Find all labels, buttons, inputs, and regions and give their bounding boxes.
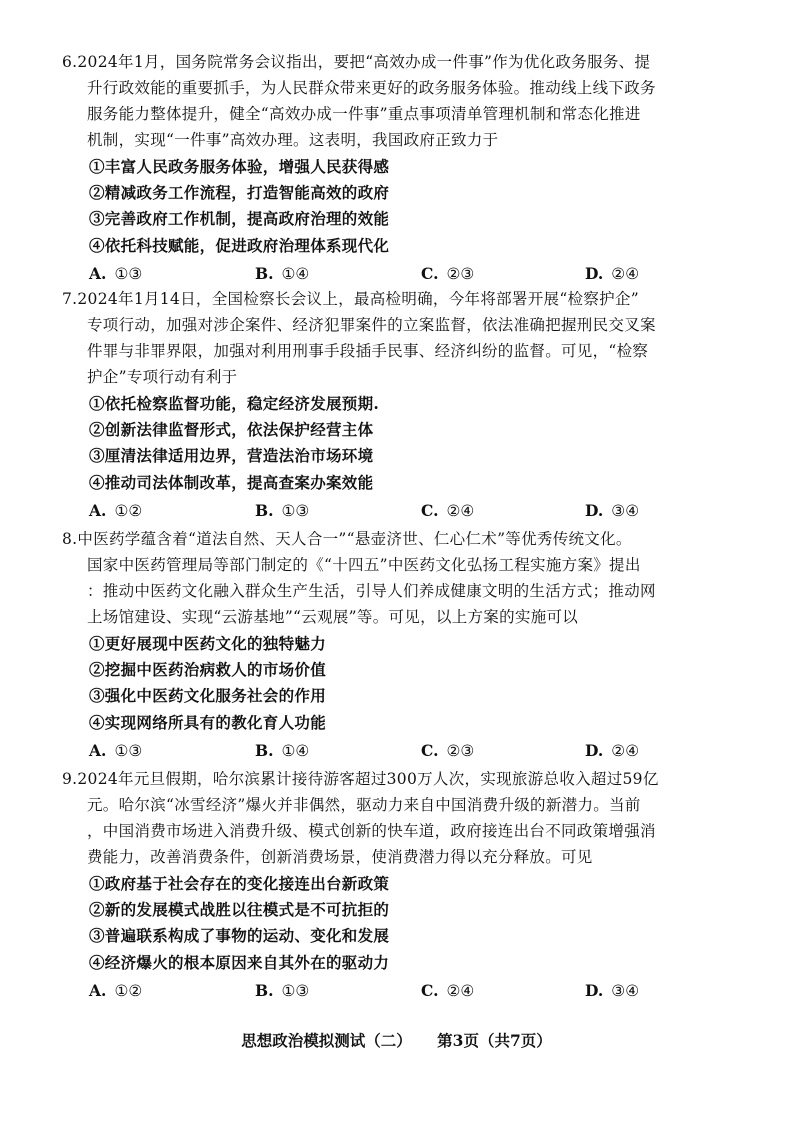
option-b[interactable]: B. ①③ [255, 501, 310, 520]
option-c[interactable]: C. ②③ [421, 264, 475, 283]
question-stem-line: 服务能力整体提升，健全“高效办成一件事”重点事项清单管理机制和常态化推进 [87, 105, 641, 123]
statement-4: ④依托科技赋能，促进政府治理体系现代化 [89, 236, 390, 255]
answer-options [89, 501, 749, 521]
answer-options [89, 981, 749, 1001]
page-footer [0, 1031, 793, 1051]
option-b[interactable]: B. ①③ [255, 981, 310, 1000]
option-b[interactable]: B. ①④ [255, 741, 310, 760]
question-stem-line: 费能力，改善消费条件，创新消费场景，使消费潜力得以充分释放。可见 [87, 848, 593, 866]
option-d[interactable]: D. ②④ [585, 264, 640, 283]
option-a[interactable]: A. ①③ [89, 741, 143, 760]
question-stem-line: 专项行动，加强对涉企案件、经济犯罪案件的立案监督，依法准确把握刑民交叉案 [87, 316, 656, 334]
statement-3: ③完善政府工作机制，提高政府治理的效能 [89, 209, 390, 228]
option-d[interactable]: D. ③④ [585, 501, 640, 520]
question-stem-line: 6.2024年1月，国务院常务会议指出，要把“高效办成一件事”作为优化政务服务、提 [62, 53, 651, 71]
page-number: 第3页（共7页） [437, 1031, 552, 1050]
question-stem-line: 元。哈尔滨“冰雪经济”爆火并非偶然，驱动力来自中国消费升级的新潜力。当前 [87, 796, 641, 814]
option-a[interactable]: A. ①② [89, 981, 143, 1000]
option-d[interactable]: D. ②④ [585, 741, 640, 760]
question-stem-line: 上场馆建设、实现“云游基地”“云观展”等。可见，以上方案的实施可以 [87, 608, 579, 626]
exam-title: 思想政治模拟测试（二） [241, 1031, 412, 1050]
question-stem-line: 8.中医药学蕴含着“道法自然、天人合一”“悬壶济世、仁心仁术”等优秀传统文化。 [62, 530, 632, 548]
answer-options [89, 741, 749, 761]
statement-1: ①依托检察监督功能，稳定经济发展预期. [89, 394, 380, 413]
question-stem-line: 7.2024年1月14日，全国检察长会议上，最高检明确，今年将部署开展“检察护企” [62, 290, 639, 308]
option-c[interactable]: C. ②③ [421, 741, 475, 760]
option-a[interactable]: A. ①③ [89, 264, 143, 283]
statement-1: ①政府基于社会存在的变化接连出台新政策 [89, 874, 390, 893]
question-stem-line: 护企”专项行动有利于 [87, 368, 238, 386]
option-a[interactable]: A. ①② [89, 501, 143, 520]
question-stem-line: ：推动中医药文化融入群众生产生活，引导人们养成健康文明的生活方式；推动网 [87, 582, 656, 600]
statement-3: ③强化中医药文化服务社会的作用 [89, 686, 327, 705]
question-stem-line: 9.2024年元旦假期，哈尔滨累计接待游客超过300万人次，实现旅游总收入超过59亿 [62, 770, 659, 788]
question-stem-line: 升行政效能的重要抓手，为人民群众带来更好的政务服务体验。推动线上线下政务 [87, 79, 656, 97]
option-d[interactable]: D. ③④ [585, 981, 640, 1000]
question-stem-line: ，中国消费市场进入消费升级、模式创新的快车道，政府接连出台不同政策增强消 [87, 822, 656, 840]
option-b[interactable]: B. ①④ [255, 264, 310, 283]
statement-2: ②创新法律监督形式，依法保护经营主体 [89, 420, 374, 439]
statement-1: ①丰富人民政务服务体验，增强人民获得感 [89, 157, 390, 176]
statement-2: ②精减政务工作流程，打造智能高效的政府 [89, 183, 390, 202]
statement-2: ②新的发展模式战胜以往模式是不可抗拒的 [89, 900, 390, 919]
statement-3: ③厘清法律适用边界，营造法治市场环境 [89, 446, 374, 465]
statement-1: ①更好展现中医药文化的独特魅力 [89, 634, 327, 653]
option-c[interactable]: C. ②④ [421, 981, 475, 1000]
statement-4: ④经济爆火的根本原因来自其外在的驱动力 [89, 953, 390, 972]
statement-4: ④实现网络所具有的教化育人功能 [89, 713, 327, 732]
question-stem-line: 国家中医药管理局等部门制定的《“十四五”中医药文化弘扬工程实施方案》提出 [87, 556, 641, 574]
statement-4: ④推动司法体制改革，提高查案办案效能 [89, 473, 374, 492]
question-stem-line: 机制，实现“一件事”高效办理。这表明，我国政府正致力于 [87, 131, 499, 149]
option-c[interactable]: C. ②④ [421, 501, 475, 520]
statement-3: ③普遍联系构成了事物的运动、变化和发展 [89, 926, 390, 945]
question-stem-line: 件罪与非罪界限，加强对利用刑事手段插手民事、经济纠纷的监督。可见，“检察 [87, 342, 649, 360]
statement-2: ②挖掘中医药治病救人的市场价值 [89, 660, 327, 679]
answer-options [89, 264, 749, 284]
